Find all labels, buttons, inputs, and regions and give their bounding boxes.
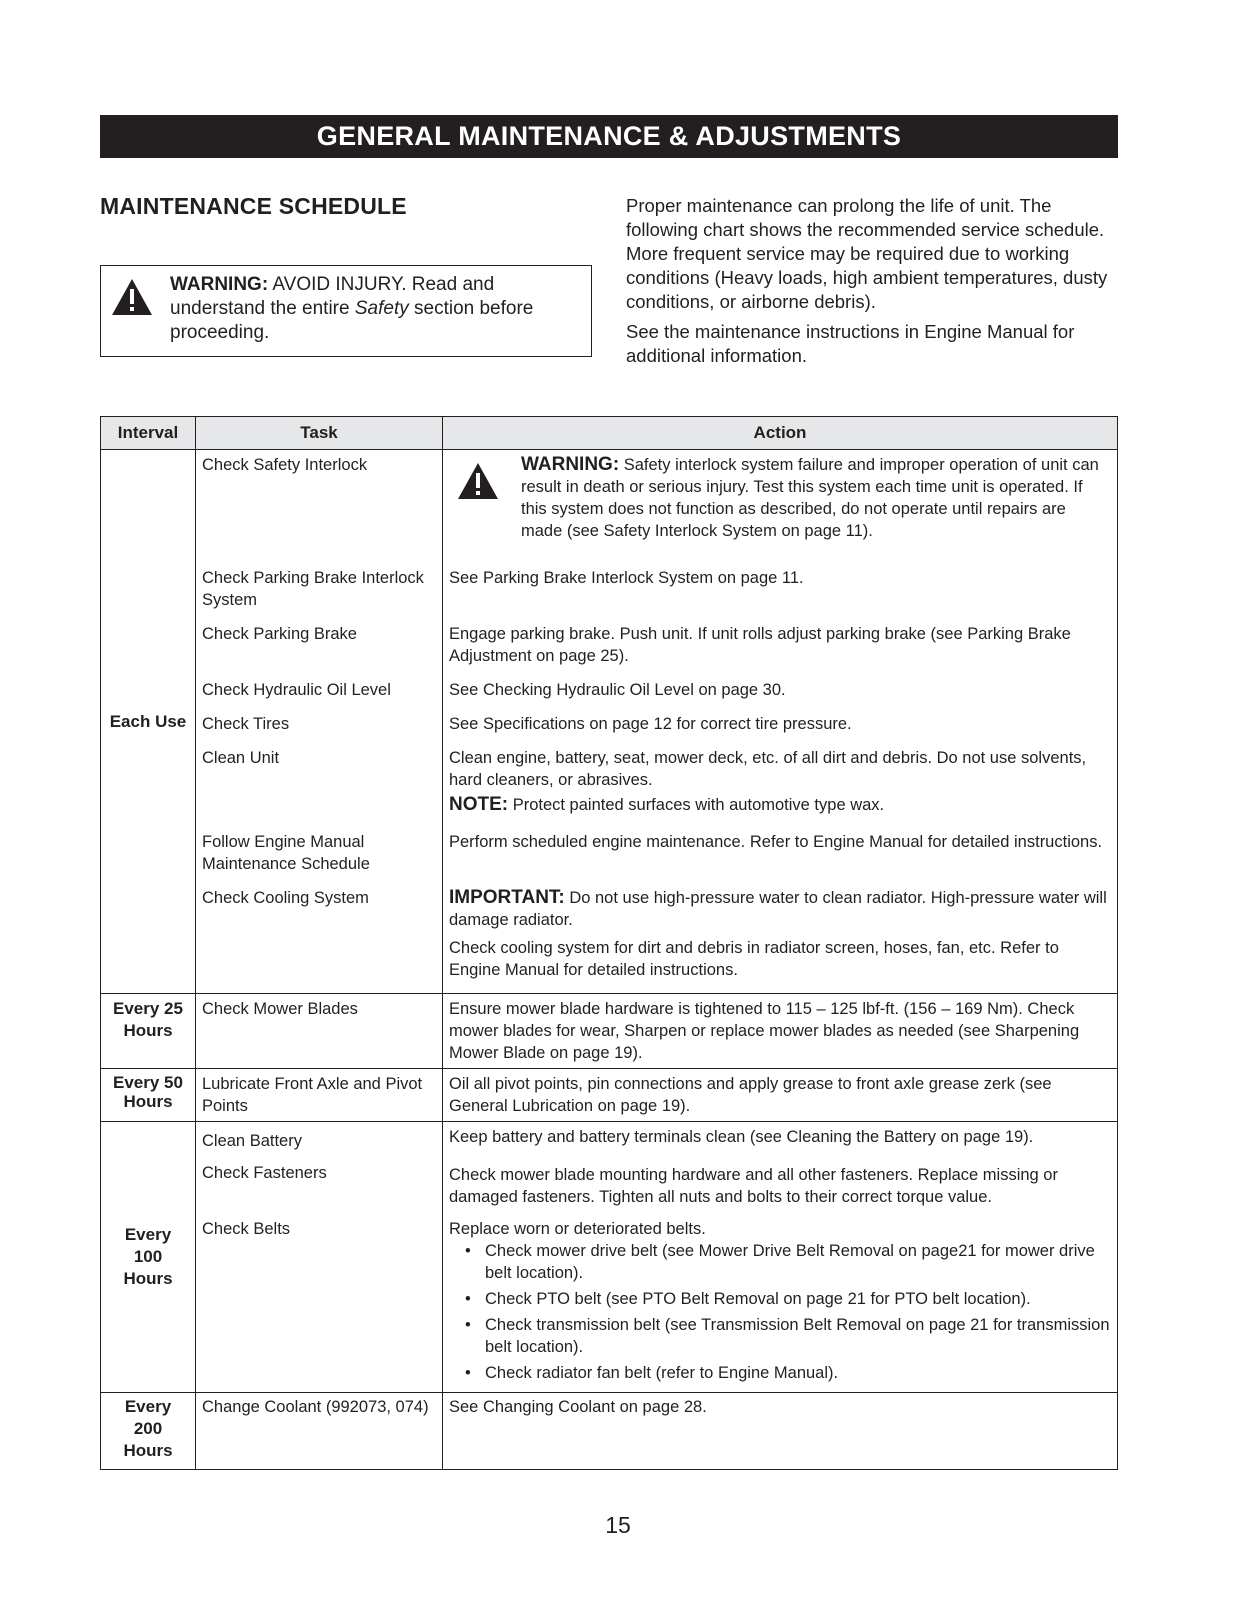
action-item: Oil all pivot points, pin connections and apply grease to front axle grease zerk (see General Lubrication on page 19). <box>449 1075 1052 1115</box>
task-cell <box>196 1122 443 1393</box>
table-row <box>101 994 1118 1069</box>
list-item: • Check PTO belt (see PTO Belt Removal on page 21 for PTO belt location). <box>485 1288 1111 1310</box>
interval-every-50 <box>101 1069 196 1122</box>
table-row <box>101 1393 1118 1470</box>
task-item: Check Tires <box>202 715 290 733</box>
table-row <box>101 1122 1118 1393</box>
interval-line: Every <box>124 1225 172 1244</box>
task-item: Check Safety Interlock <box>202 456 368 474</box>
action-item: Check mower blade mounting hardware and all other fasteners. Replace missing or damaged fasteners. Tighten all nuts and bolts to their correct torque value. <box>449 1166 1058 1206</box>
task-item: Lubricate Front Axle and Pivot Points <box>202 1075 423 1115</box>
action-item: See Specifications on page 12 for correct tire pressure. <box>449 715 852 733</box>
task-item: Check Fasteners <box>202 1164 327 1182</box>
action-warning-label: WARNING: <box>521 454 620 475</box>
header-interval: Interval <box>101 417 196 450</box>
page-number: 15 <box>605 1512 631 1538</box>
list-item: • Check radiator fan belt (refer to Engine Manual). <box>485 1362 1111 1384</box>
warning-box <box>100 265 592 357</box>
action-item: See Checking Hydraulic Oil Level on page 30. <box>449 681 786 699</box>
warning-triangle-icon <box>457 462 499 500</box>
interval-line: Hours <box>123 1441 173 1460</box>
section-banner: GENERAL MAINTENANCE & ADJUSTMENTS <box>100 115 1118 158</box>
interval-line: Every 25 <box>113 999 183 1018</box>
action-item <box>443 887 1117 993</box>
important-note <box>449 887 1111 931</box>
interval-line: Every 50 <box>113 1073 183 1092</box>
action-item: Perform scheduled engine maintenance. Refer to Engine Manual for detailed instructions. <box>449 833 1103 851</box>
belt-check-list <box>449 1240 1111 1384</box>
task-item: Change Coolant (992073, 074) <box>202 1398 429 1416</box>
table-row <box>101 450 1118 994</box>
interval-every-100 <box>101 1122 196 1393</box>
warning-text-b: section before proceeding. <box>170 298 534 343</box>
task-item: Check Cooling System <box>202 889 369 907</box>
list-item: • Check mower drive belt (see Mower Drive Belt Removal on page21 for mower drive belt location). <box>485 1240 1111 1284</box>
maintenance-schedule-table <box>100 416 1118 1470</box>
task-item: Follow Engine Manual Maintenance Schedule <box>202 833 370 873</box>
task-item: Check Parking Brake <box>202 625 357 643</box>
task-item: Check Mower Blades <box>202 1000 358 1018</box>
warning-label: WARNING: <box>170 274 269 295</box>
header-task: Task <box>196 417 443 450</box>
action-cell <box>443 450 1118 994</box>
action-item: Engage parking brake. Push unit. If unit rolls adjust parking brake (see Parking Brake Adjustment on page 25). <box>449 625 1071 665</box>
action-warning <box>443 450 1117 567</box>
action-item: See Changing Coolant on page 28. <box>449 1398 707 1416</box>
note-label: NOTE: <box>449 794 509 815</box>
action-cell <box>443 1122 1118 1393</box>
interval-every-200 <box>101 1393 196 1470</box>
warning-italic: Safety <box>354 298 409 319</box>
task-item: Check Hydraulic Oil Level <box>202 681 391 699</box>
warning-text-a: AVOID INJURY. Read and understand the entire <box>170 274 495 319</box>
task-item: Clean Battery <box>202 1132 302 1150</box>
interval-line: Hours <box>123 1021 173 1040</box>
intro-paragraph-2: See the maintenance instructions in Engine Manual for additional information. <box>626 321 1075 366</box>
interval-line: Hours <box>123 1092 173 1111</box>
interval-line: Hours <box>123 1269 173 1288</box>
action-item: See Parking Brake Interlock System on page 11. <box>449 569 804 587</box>
interval-each-use: Each Use <box>101 450 196 994</box>
action-item: Ensure mower blade hardware is tightened to 115 – 125 lbf-ft. (156 – 169 Nm). Check mower blades for wear, Sharpen or replace mower blades as needed (see Sharpening Mower Blade on page 19). <box>449 1000 1080 1062</box>
action-text: Replace worn or deteriorated belts. <box>449 1220 706 1238</box>
header-action: Action <box>443 417 1118 450</box>
warning-text <box>170 273 585 345</box>
table-row <box>101 1069 1118 1122</box>
action-warning-text: Safety interlock system failure and improper operation of unit can result in death or serious injury. Test this system each time unit is operated. If this system does not function as described, do not operate until repairs are made (see Safety Interlock System on page 11). <box>521 456 1099 540</box>
interval-every-25 <box>101 994 196 1069</box>
intro-paragraph-1: Proper maintenance can prolong the life of unit. The following chart shows the recommended service schedule. More frequent service may be required due to working conditions (Heavy loads, high ambient temperatures, dusty conditions, or airborne debris). <box>626 195 1108 312</box>
action-text: Check cooling system for dirt and debris in radiator screen, hoses, fan, etc. Refer to Engine Manual for detailed instructions. <box>449 939 1059 979</box>
interval-line: 200 <box>133 1419 163 1438</box>
interval-line: 100 <box>133 1247 163 1266</box>
note <box>449 794 1111 816</box>
task-item: Check Parking Brake Interlock System <box>202 569 424 609</box>
list-item: • Check transmission belt (see Transmission Belt Removal on page 21 for transmission belt location). <box>485 1314 1111 1358</box>
action-text: Clean engine, battery, seat, mower deck, etc. of all dirt and debris. Do not use solvents, hard cleaners, or abrasives. <box>449 749 1087 789</box>
intro-text <box>626 194 1126 374</box>
table-header-row <box>101 417 1118 450</box>
important-label: IMPORTANT: <box>449 887 565 908</box>
action-item <box>443 1214 1117 1392</box>
task-cell <box>196 450 443 994</box>
page-title: MAINTENANCE SCHEDULE <box>100 193 407 219</box>
task-item: Check Belts <box>202 1220 291 1238</box>
important-text: Do not use high-pressure water to clean radiator. High-pressure water will damage radiator. <box>449 889 1107 929</box>
warning-triangle-icon <box>111 278 153 316</box>
action-item: Keep battery and battery terminals clean (see Cleaning the Battery on page 19). <box>449 1128 1034 1146</box>
note-text: Protect painted surfaces with automotive type wax. <box>508 796 885 814</box>
task-item: Clean Unit <box>202 749 280 767</box>
action-item <box>443 747 1117 831</box>
interval-line: Every <box>124 1397 172 1416</box>
